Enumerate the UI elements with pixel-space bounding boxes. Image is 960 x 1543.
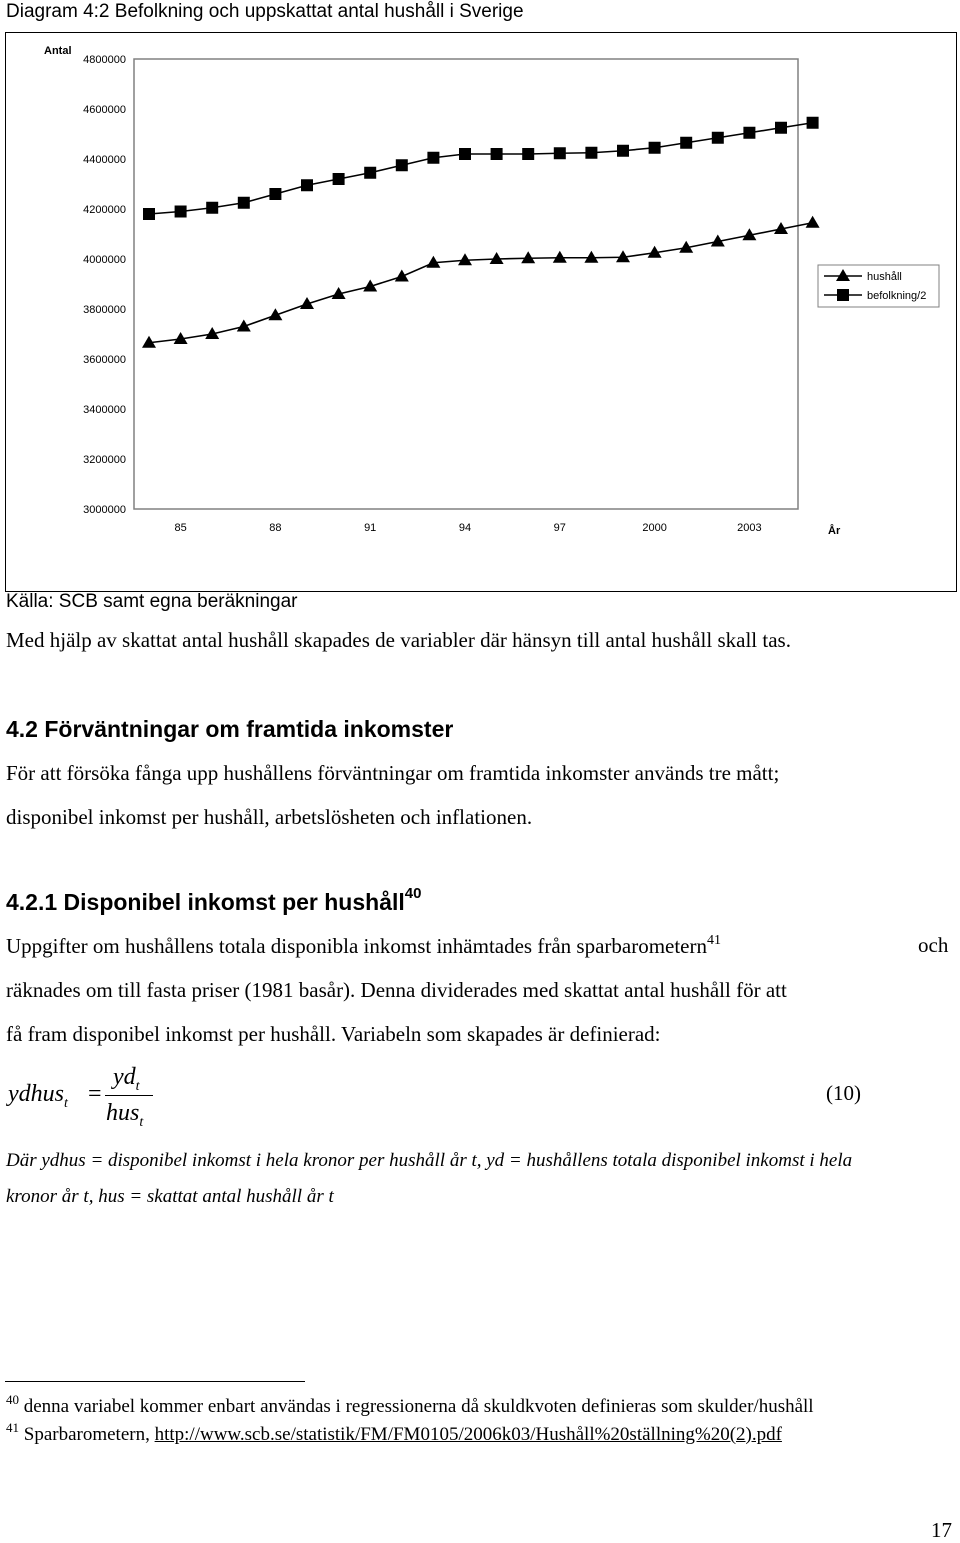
data-point-befolkning [743, 127, 755, 139]
page-number: 17 [931, 1518, 952, 1542]
y-axis-title: Antal [44, 45, 72, 57]
footnote-40-text: denna variabel kommer enbart användas i regressionerna då skuldkvoten definieras som skulder/hushåll [23, 1396, 814, 1417]
equation-numerator: $yd_t$ [113, 1064, 140, 1094]
x-tick-label: 94 [458, 522, 472, 534]
series-line-hushall [149, 223, 813, 343]
diagram-title: Diagram 4:2 Befolkning och uppskattat antal hushåll i Sverige [6, 1, 524, 22]
data-point-befolkning [522, 148, 534, 160]
footnote-41-number: 41 [6, 1420, 19, 1435]
line-chart [6, 33, 956, 591]
paragraph-line-1-text: Uppgifter om hushållens totala disponibla inkomst inhämtades från sparbarometern [6, 934, 707, 958]
equation-number: (10) [826, 1081, 861, 1105]
x-tick-label: 2000 [642, 522, 667, 534]
footnote-41-prefix: Sparbarometern, [23, 1424, 155, 1445]
y-tick-label: 4000000 [83, 254, 126, 266]
data-point-befolkning [333, 173, 345, 185]
data-point-befolkning [269, 188, 281, 200]
chart-source: Källa: SCB samt egna beräkningar [6, 591, 298, 612]
y-tick-label: 3000000 [83, 504, 126, 516]
data-point-befolkning [427, 152, 439, 164]
section-heading: 4.2 Förväntningar om framtida inkomster [6, 716, 454, 742]
data-point-hushall [458, 253, 472, 265]
paragraph-line-1 [6, 933, 949, 959]
data-point-befolkning [175, 206, 187, 218]
data-point-hushall [521, 251, 535, 263]
data-point-befolkning [712, 132, 724, 144]
x-tick-label: 2003 [737, 522, 762, 534]
y-tick-label: 3800000 [83, 304, 126, 316]
x-tick-label: 88 [269, 522, 282, 534]
paragraph-line-2: räknades om till fasta priser (1981 basår). Denna dividerades med skattat antal hushåll för att [6, 978, 787, 1002]
data-point-hushall [584, 251, 598, 263]
data-point-befolkning [491, 148, 503, 160]
data-point-hushall [553, 251, 567, 263]
legend-marker [837, 289, 849, 301]
subsection-heading: 4.2.1 Disponibel inkomst per hushåll [6, 889, 405, 915]
y-tick-label: 3200000 [83, 454, 126, 466]
section-paragraph-line-1: För att försöka fånga upp hushållens förväntningar om framtida inkomster används tre mått; [6, 761, 780, 785]
data-point-befolkning [807, 117, 819, 129]
data-point-hushall [806, 216, 820, 228]
data-point-hushall [395, 270, 409, 282]
equation-lhs: ydhus$_t$ [8, 1081, 68, 1111]
chart-frame [5, 32, 957, 592]
equation-equals: = [88, 1081, 102, 1107]
definition-line-2: kronor år t, hus = skattat antal hushåll år t [6, 1186, 334, 1207]
data-point-befolkning [143, 208, 155, 220]
definition-line-1: Där ydhus = disponibel inkomst i hela kronor per hushåll år t, yd = hushållens totala disponibel inkomst i hela [6, 1150, 853, 1171]
data-point-befolkning [364, 167, 376, 179]
x-axis-title: År [828, 525, 841, 537]
data-point-befolkning [649, 142, 661, 154]
section-paragraph-line-2: disponibel inkomst per hushåll, arbetslösheten och inflationen. [6, 805, 533, 829]
x-tick-label: 91 [364, 522, 377, 534]
x-tick-label: 97 [553, 522, 566, 534]
y-tick-label: 4600000 [83, 104, 126, 116]
footnote-41 [6, 1420, 782, 1446]
subsection-heading-wrap [6, 885, 421, 916]
intro-paragraph: Med hjälp av skattat antal hushåll skapades de variabler där hänsyn till antal hushåll skall tas. [6, 628, 791, 652]
equation-denominator: hus$_t$ [106, 1100, 144, 1130]
y-tick-label: 4200000 [83, 204, 126, 216]
data-point-befolkning [459, 148, 471, 160]
data-point-befolkning [396, 159, 408, 171]
y-tick-label: 4400000 [83, 154, 126, 166]
data-point-befolkning [585, 147, 597, 159]
data-point-befolkning [617, 145, 629, 157]
data-point-hushall [490, 252, 504, 264]
paragraph-line-1-end: och [918, 933, 949, 957]
data-point-befolkning [238, 197, 250, 209]
footnote-ref-41: 41 [707, 933, 721, 948]
data-point-befolkning [680, 137, 692, 149]
footnote-40 [6, 1392, 814, 1418]
data-point-befolkning [554, 147, 566, 159]
data-point-befolkning [775, 122, 787, 134]
fraction-bar [105, 1095, 153, 1096]
y-tick-label: 4800000 [83, 54, 126, 66]
data-point-befolkning [206, 202, 218, 214]
plot-area [134, 59, 798, 509]
legend-label: hushåll [867, 271, 902, 283]
footnote-40-number: 40 [6, 1392, 19, 1407]
legend-label: befolkning/2 [867, 290, 927, 302]
y-tick-label: 3600000 [83, 354, 126, 366]
subsection-footnote-ref: 40 [404, 885, 422, 902]
data-point-befolkning [301, 179, 313, 191]
y-tick-label: 3400000 [83, 404, 126, 416]
x-tick-label: 85 [174, 522, 187, 534]
footnote-41-link[interactable]: http://www.scb.se/statistik/FM/FM0105/2006k03/Hushåll%20ställning%20(2).pdf [154, 1424, 782, 1445]
footnote-separator [5, 1381, 305, 1382]
paragraph-line-3: få fram disponibel inkomst per hushåll. Variabeln som skapades är definierad: [6, 1022, 661, 1046]
